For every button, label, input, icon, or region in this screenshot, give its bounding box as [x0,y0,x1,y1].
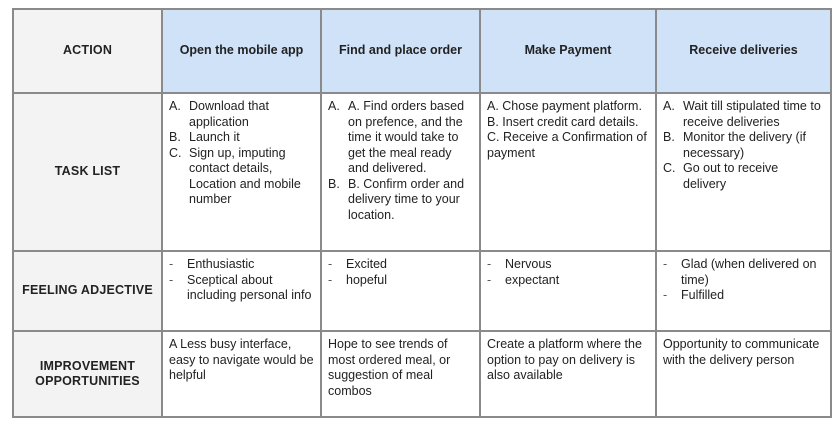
customer-journey-table [12,8,832,418]
feeling-cell-find-order [321,251,480,331]
stage-find-order: Find and place order [321,9,480,93]
list-item: B. B. Confirm order and delivery time to your location. [328,176,465,222]
stage-make-payment: Make Payment [480,9,656,93]
feeling-row [13,251,831,331]
improvement-cell-make-payment: Create a platform where the option to pay on delivery is also available [480,331,656,417]
task-cell-find-order [321,93,480,251]
task-line: C. Receive a Confirmation of payment [487,130,647,160]
list-item: - Enthusiastic [169,257,255,271]
list-item: - Nervous [487,257,552,271]
list-item: B. Monitor the delivery (if necessary) [663,130,806,160]
list-item: C. Go out to receive delivery [663,161,779,191]
list-item: - expectant [487,272,560,287]
improvement-row [13,331,831,417]
list-item: - Glad (when delivered on time) [663,257,817,287]
feeling-cell-receive-deliveries [656,251,831,331]
list-item: B. Launch it [169,130,240,144]
task-list-label: TASK LIST [13,93,162,251]
list-item: - hopeful [328,272,388,287]
list-item: A. A. Find orders based on prefence, and the time it would take to get the meal ready and delivered. [328,99,465,175]
list-item: A. Wait till stipulated time to receive deliveries [663,99,821,129]
task-list-row [13,93,831,251]
list-item: - Excited [328,257,387,271]
stage-receive-deliveries: Receive deliveries [656,9,831,93]
task-line: B. Insert credit card details. [487,114,639,129]
list-item: - Fulfilled [663,288,725,302]
improvement-cell-open-app: A Less busy interface, easy to navigate would be helpful [162,331,321,417]
improvement-label: IMPROVEMENT OPPORTUNITIES [13,331,162,417]
improvement-cell-find-order: Hope to see trends of most ordered meal, or suggestion of meal combos [321,331,480,417]
task-cell-make-payment [480,93,656,251]
action-header: ACTION [13,9,162,93]
task-line: A. Chose payment platform. [487,99,642,113]
task-cell-receive-deliveries [656,93,831,251]
list-item: C. Sign up, imputing contact details, Location and mobile number [169,145,301,206]
task-cell-open-app [162,93,321,251]
stage-open-app: Open the mobile app [162,9,321,93]
feeling-cell-make-payment [480,251,656,331]
list-item: A. Download that application [169,99,269,129]
feeling-cell-open-app [162,251,321,331]
feeling-label: FEELING ADJECTIVE [13,251,162,331]
list-item: - Sceptical about including personal info [169,272,312,302]
improvement-cell-receive-deliveries: Opportunity to communicate with the delivery person [656,331,831,417]
header-row [13,9,831,93]
